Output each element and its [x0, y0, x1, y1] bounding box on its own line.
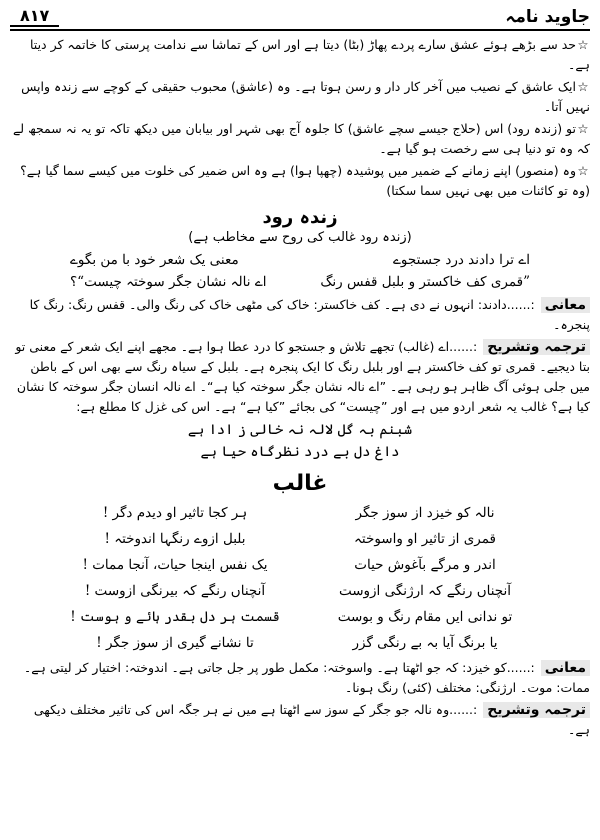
translation-label: ترجمہ وتشریح	[483, 339, 590, 355]
bullet-item: ☆تو (زندہ رود) اس (حلاج جیسے سچے عاشق) کا جلوہ آج بھی شہر اور بیابان میں دیکھ تاکہ تو یہ نہ سمجھ لے کہ وہ تو دنیا ہی سے رخصت ہو گیا ہے۔	[12, 121, 590, 156]
book-title: جاوید نامہ	[505, 7, 590, 27]
ghazal-line: اندر و مرگے بآغوش حیات یک نفس اینجا حیات، آنجا ممات !	[82, 557, 496, 573]
bullet-item: ☆حد سے بڑھے ہوئے عشق سارے پردے پھاڑ (بٹا) دیتا ہے اور اس کے تماشا سے ندامت پرستی کا خاتمہ کر دیتا ہے۔	[30, 37, 590, 72]
matla-block	[10, 419, 590, 463]
ghazal-line: یا برنگ آیا بہ بے رنگی گزر تا نشانے گیری از سوز جگر !	[96, 635, 498, 651]
matla-line: شبنم بہ گل لالہ نہ خالی ز ادا ہے	[187, 422, 413, 438]
ghazal-line: آنچناں رنگے کہ ارژنگی ازوست آنچناں رنگے کہ بیرنگی ازوست !	[84, 583, 512, 599]
matla-line: داغ دل بے درد نظرگاہ حیا ہے	[200, 444, 400, 460]
meanings-label: معانی	[541, 660, 590, 676]
bullet-item: ☆ایک عاشق کے نصیب میں آخر کار دار و رسن ہوتا ہے۔ وہ (عاشق) محبوب حقیقی کے کوچے سے زندہ واپس نہیں آتا۔	[21, 79, 590, 114]
couplet-line: اے ترا دادند درد جستجوے معنی یک شعر خود با من بگوے	[70, 252, 530, 268]
page-header	[10, 6, 590, 31]
page-number: ۸۱۷	[10, 6, 59, 27]
meanings-paragraph: معانی:......دادند: انہوں نے دی ہے۔ کف خاکستر: خاک کی مٹھی خاک کی رنگ والی۔ قفس رنگ: رنگ کا پنجرہ۔	[29, 297, 590, 332]
star-icon: ☆	[577, 79, 589, 94]
star-icon: ☆	[577, 163, 589, 178]
ghazal-line: نالہ کو خیزد از سوز جگر ہر کجا تاثیر او دیدم دگر !	[102, 505, 495, 521]
ghazal-block	[10, 500, 590, 656]
translation-paragraph-2: ترجمہ وتشریح:......وہ نالہ جو جگر کے سوز سے اٹھتا ہے میں نے ہر جگہ اس کی تاثیر مختلف دیکھی ہے۔	[33, 702, 590, 737]
translation-label: ترجمہ وتشریح	[483, 702, 590, 718]
bullet-list	[10, 35, 590, 201]
section-title-zinda-rood: زندہ رود	[262, 207, 338, 228]
meanings-label: معانی	[541, 297, 590, 313]
couplet-block	[10, 249, 590, 293]
bullet-item: ☆وہ (منصور) اپنے زمانے کے ضمیر میں پوشیدہ (چھپا ہوا) ہے وہ اس ضمیر کی خلوت میں کیسے سما گیا ہے؟ (وہ تو کائنات میں بھی نہیں سما سکتا)	[20, 163, 590, 198]
section-subtitle: (زندہ رود غالب کی روح سے مخاطب ہے)	[188, 230, 412, 245]
ghazal-line: قمری از تاثیر او واسوختہ بلبل ازوے رنگہا اندوختہ !	[104, 531, 496, 547]
section-title-ghalib: غالب	[272, 471, 328, 496]
meanings-paragraph-2: معانی:......کو خیزد: کہ جو اٹھتا ہے۔ واسوختہ: مکمل طور پر جل جاتی ہے۔ اندوختہ: اختیار کر لیتی ہے۔ ممات: موت۔ ارژنگی: مختلف (کئی) رنگ ہونا۔	[23, 660, 590, 695]
star-icon: ☆	[577, 37, 589, 52]
ghazal-line: تو ندانی ایں مقام رنگ و بوست قسمت ہر دل بقدر ہائے و ہوست !	[70, 609, 513, 625]
translation-paragraph: ترجمہ وتشریح:......اے (غالب) تجھے تلاش و جستجو کا درد عطا ہوا ہے۔ مجھے اپنے ایک شعر کے معنی تو بتا دیجیے۔ قمری تو کف خاکستر ہے اور بلبل رنگ کا ایک پنجرہ ہے۔ بلبل کے سیاہ رنگ سے بھی اس کے باطن میں جلی ہوئی آگ ظاہر ہو رہی ہے۔ ”اے نالہ نشان جگر سوختہ کیا ہے“۔ اے نالہ انسان جگر سوختہ کا نشان کیا ہے؟ غالب یہ شعر اردو میں ہے اور ”چیست“ کی بجائے ”کیا ہے“ ہے۔ اس کی غزل کا مطلع ہے:	[15, 339, 590, 414]
star-icon: ☆	[577, 121, 589, 136]
couplet-line: ”قمری کف خاکستر و بلبل قفس رنگ اے نالہ نشان جگر سوختہ چیست“؟	[70, 274, 530, 290]
